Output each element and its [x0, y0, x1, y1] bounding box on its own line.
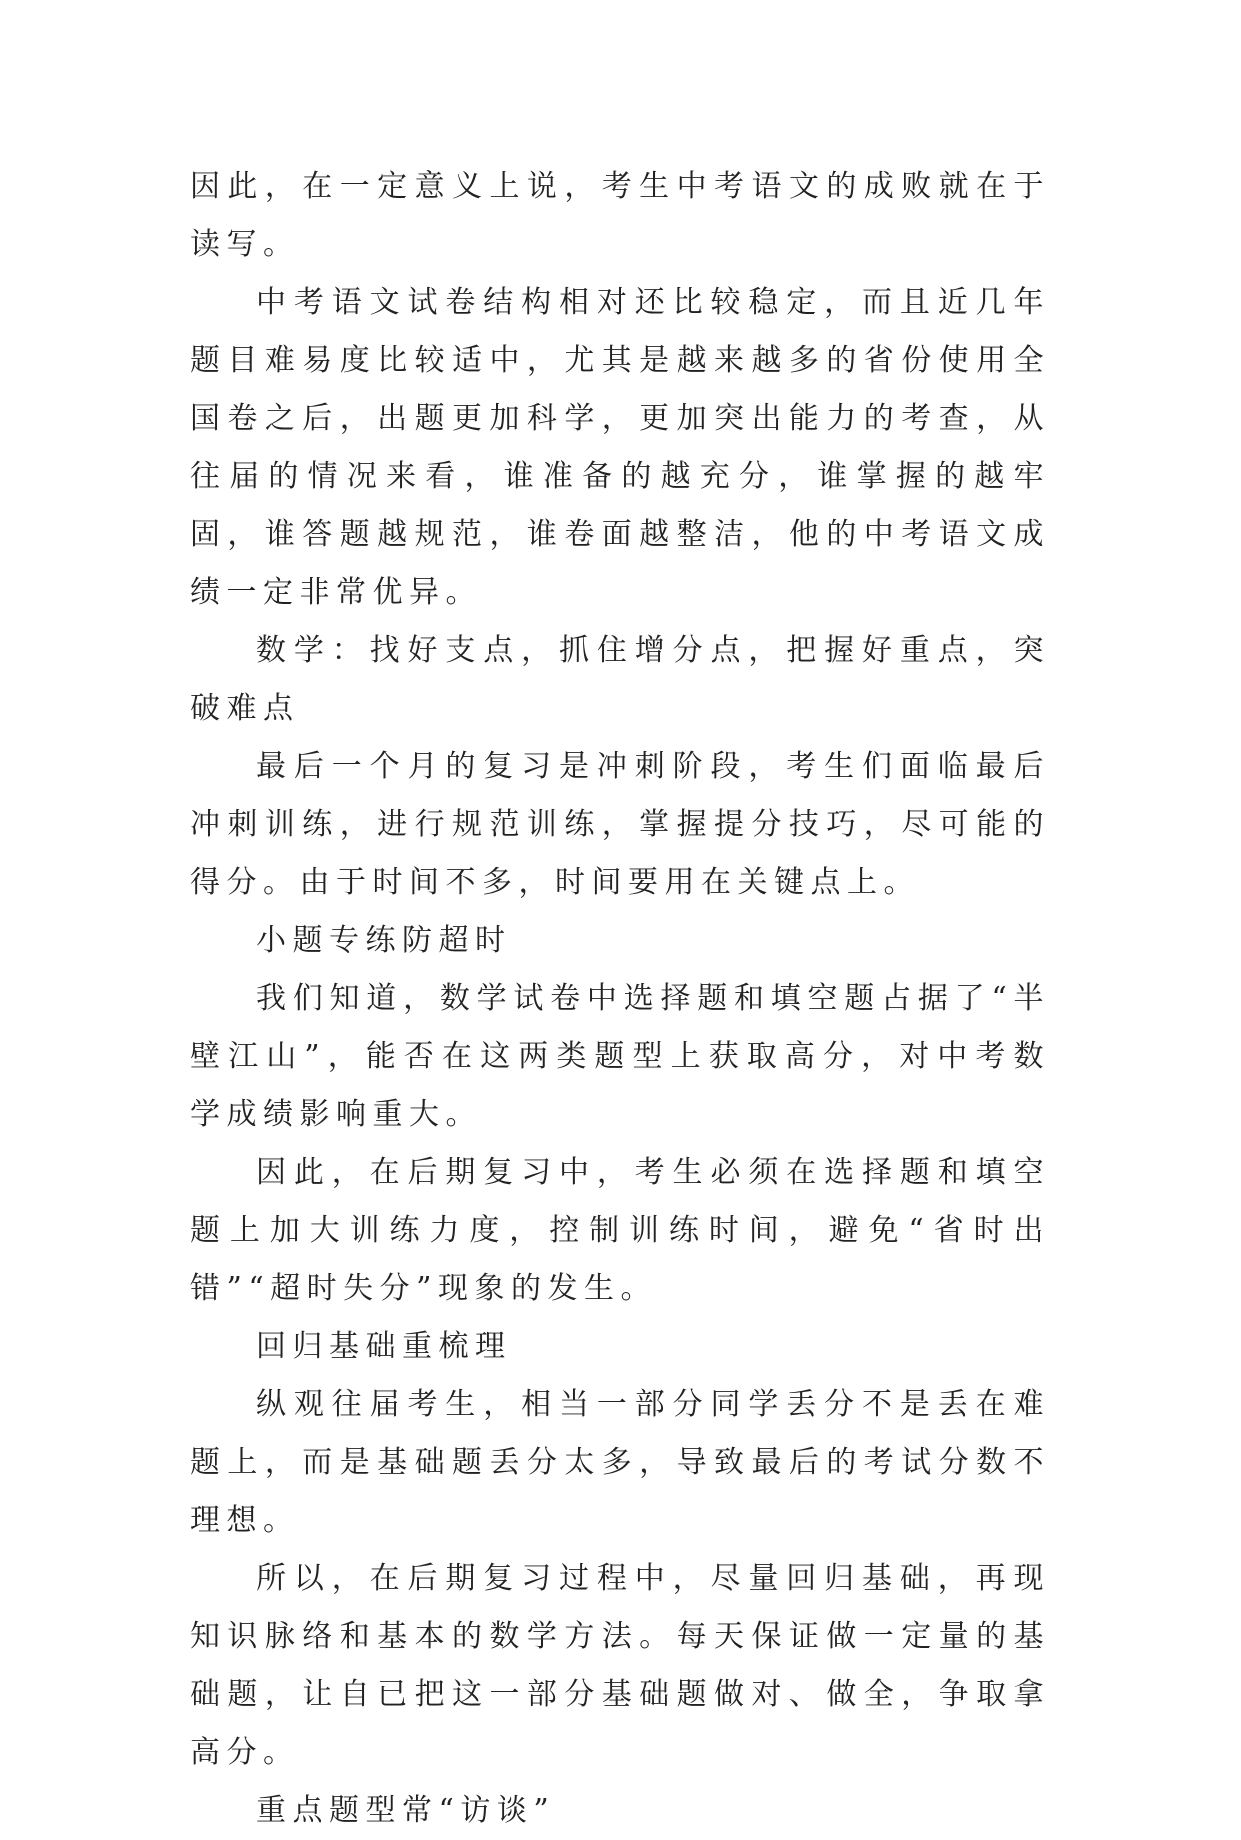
paragraph-training-time: 因此，在后期复习中，考生必须在选择题和填空题上加大训练力度，控制训练时间，避免“省时出错”“超时失分”现象的发生。 — [190, 1155, 1050, 1306]
paragraph-basic-questions: 纵观往届考生，相当一部分同学丢分不是丢在难题上，而是基础题丢分太多，导致最后的考试分数不理想。 — [190, 1387, 1050, 1538]
section-heading-math: 数学：找好支点，抓住增分点，把握好重点，突破难点 — [190, 633, 1050, 726]
subheading-small-questions: 小题专练防超时 — [256, 923, 512, 958]
document-body — [190, 158, 1050, 1840]
subheading-return-to-basics: 回归基础重梳理 — [256, 1329, 512, 1364]
paragraph-chinese-exam-structure: 中考语文试卷结构相对还比较稳定，而且近几年题目难易度比较适中，尤其是越来越多的省份使用全国卷之后，出题更加科学，更加突出能力的考查，从往届的情况来看，谁准备的越充分，谁掌握的越牢固，谁答题越规范，谁卷面越整洁，他的中考语文成绩一定非常优异。 — [190, 285, 1050, 610]
paragraph-choice-and-fill: 我们知道，数学试卷中选择题和填空题占据了“半壁江山”，能否在这两类题型上获取高分，对中考数学成绩影响重大。 — [190, 981, 1050, 1132]
subheading-key-question-types: 重点题型常“访谈” — [256, 1793, 556, 1828]
paragraph-continuation: 因此，在一定意义上说，考生中考语文的成败就在于读写。 — [190, 169, 1050, 262]
paragraph-review-basics: 所以，在后期复习过程中，尽量回归基础，再现知识脉络和基本的数学方法。每天保证做一定量的基础题，让自已把这一部分基础题做对、做全，争取拿高分。 — [190, 1561, 1050, 1770]
paragraph-final-month-review: 最后一个月的复习是冲刺阶段，考生们面临最后冲刺训练，进行规范训练，掌握提分技巧，尽可能的得分。由于时间不多，时间要用在关键点上。 — [190, 749, 1050, 900]
